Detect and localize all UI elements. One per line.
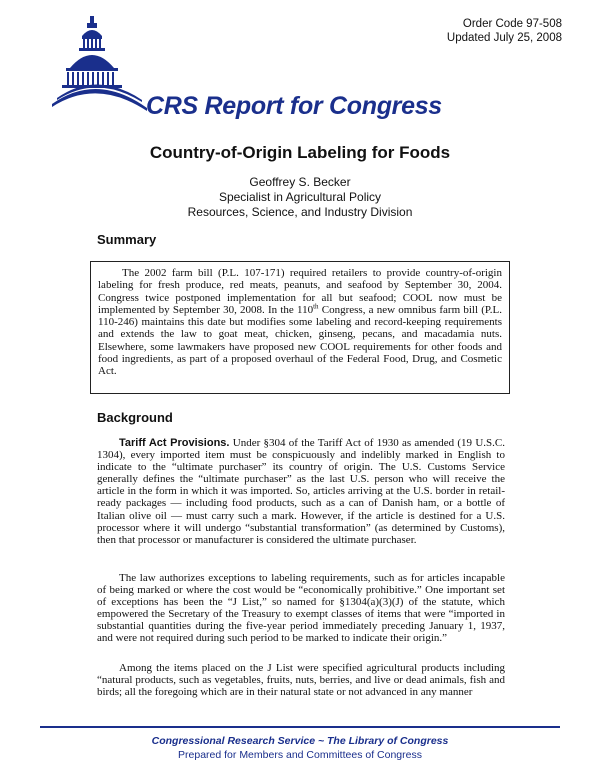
order-code: Order Code 97-508 bbox=[462, 18, 562, 30]
summary-box bbox=[90, 261, 510, 394]
footer-divider bbox=[40, 726, 560, 728]
author-division: Resources, Science, and Industry Division bbox=[187, 205, 413, 219]
paragraph-text: Among the items placed on the J List were specified agricultural products including “natural products, such as vegetables, fruits, nuts, berries, and live or dead animals, fish and birds; all the foregoing which are in their natural state or not advanced in any manner bbox=[97, 662, 505, 699]
paragraph-text: Under §304 of the Tariff Act of 1930 as amended (19 U.S.C. 1304), every imported item must be conspicuously and indelibly marked in English to indicate to the “ultimate purchaser” its country of origin. The U.S. Customs Service generally defines the “ultimate purchaser” as the last U.S. person who will receive the article in the form in which it was imported. So, articles arriving at the U.S. border in retail-ready packages — including food products, such as a can of Danish ham, or a bottle of Italian olive oil — must carry such a mark. However, if the article is destined for a U.S. processor where it will undergo “substantial transformation” (as determined by Customs), then that processor or manufacturer is considered the ultimate purchaser. bbox=[97, 437, 505, 546]
background-paragraph-1 bbox=[97, 437, 505, 546]
author-position: Specialist in Agricultural Policy bbox=[218, 190, 382, 204]
summary-heading: Summary bbox=[97, 232, 157, 247]
paragraph-text: The law authorizes exceptions to labeling requirements, such as for articles incapable of being marked or where the cost would be “economically prohibitive.” One important set of exceptions has been the “J List,” so named for §1304(a)(3)(J) of the statute, which empowered the Secretary of the Treasury to exempt classes of items that were “imported in substantial quantities during the five-year period immediately preceding January 1, 1937, and were not required during such period to be marked to indicate their origin.” bbox=[97, 572, 505, 645]
background-heading: Background bbox=[97, 410, 173, 425]
document-title: Country-of-Origin Labeling for Foods bbox=[149, 143, 451, 162]
footer-crs-line: Congressional Research Service ~ The Library of Congress bbox=[151, 735, 449, 747]
footer-prepared-line: Prepared for Members and Committees of Congress bbox=[178, 749, 422, 761]
updated-date: Updated July 25, 2008 bbox=[446, 32, 562, 44]
background-paragraph-3 bbox=[97, 662, 505, 698]
author-block bbox=[0, 175, 600, 220]
background-paragraph-2 bbox=[97, 572, 505, 645]
capitol-dome-icon bbox=[52, 12, 152, 112]
crs-report-title: CRS Report for Congress bbox=[146, 92, 442, 120]
tariff-act-runin-heading: Tariff Act Provisions. bbox=[119, 437, 230, 449]
author-name: Geoffrey S. Becker bbox=[249, 175, 351, 189]
order-code-block bbox=[447, 17, 562, 45]
summary-text: The 2002 farm bill (P.L. 107-171) required retailers to provide country-of-origin labeling for fresh produce, red meats, peanuts, and seafood by September 30, 2004. Congress twice postponed implementation for all but seafood; COOL now must be implemented by September 30, 2008. In the 110th Congress, a new omnibus farm bill (P.L. 110-246) maintains this date but modifies some labeling and record-keeping requirements and extends the law to goat meat, chicken, ginseng, pecans, and macadamia nuts. Elsewhere, some lawmakers have proposed new COOL requirements for other foods and food ingredients, as part of a proposed overhaul of the Federal Food, Drug, and Cosmetic Act. bbox=[98, 267, 502, 378]
